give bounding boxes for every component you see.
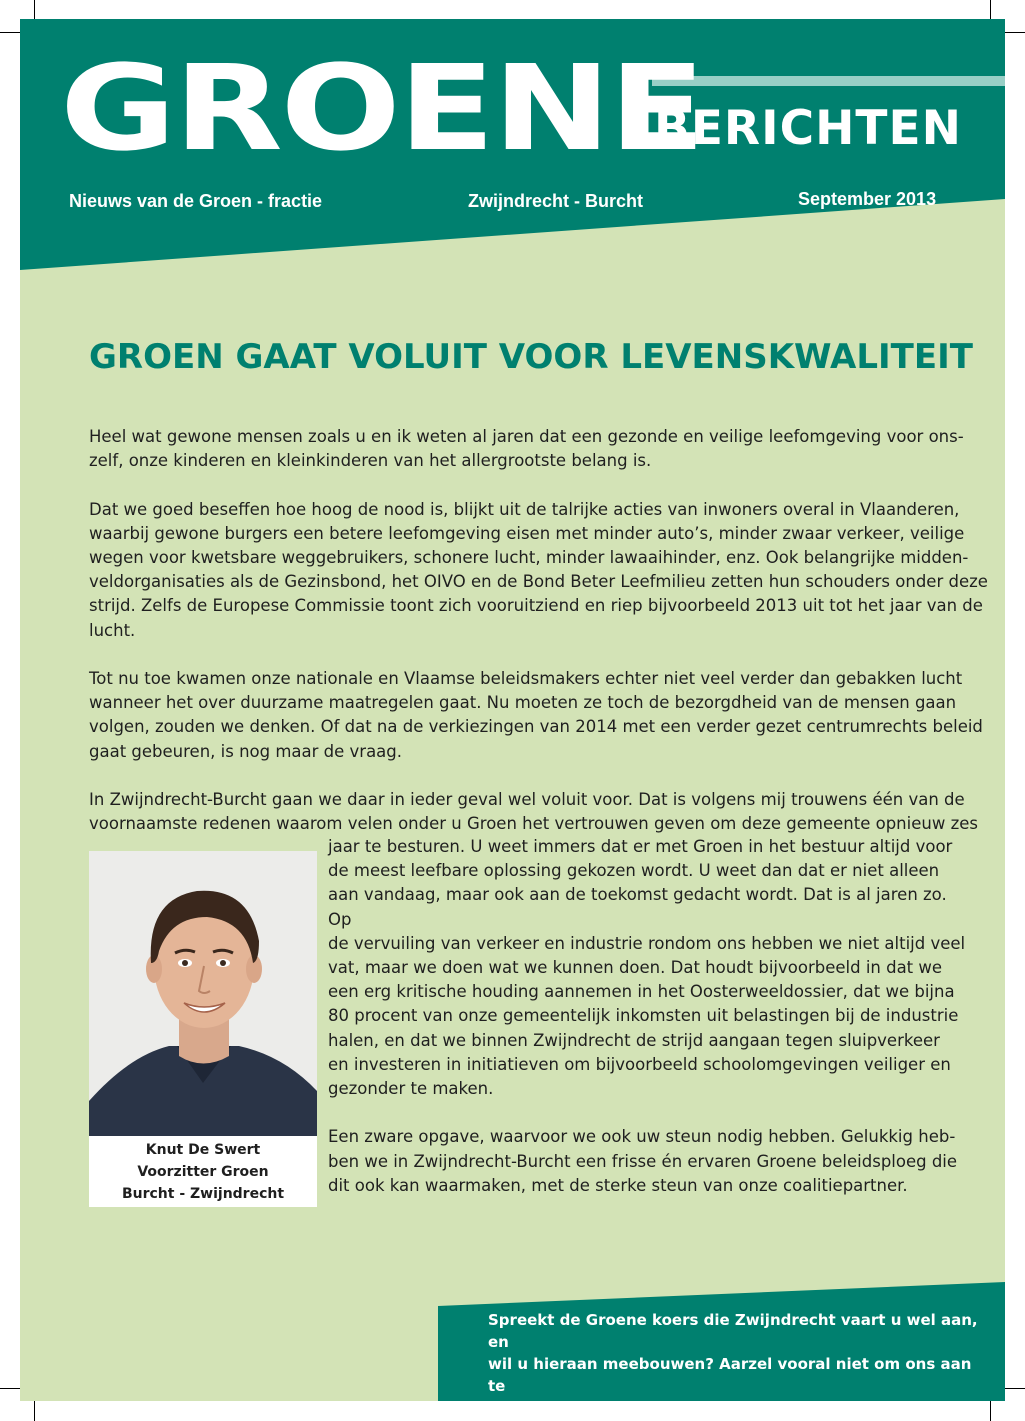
- masthead-accent-bar: [652, 76, 1005, 86]
- crop-mark: [1005, 1388, 1025, 1389]
- portrait-illustration: [89, 851, 317, 1136]
- paragraph: Dat we goed beseffen hoe hoog de nood is, blijkt uit de talrijke acties van inwoners overal in Vlaanderen, waarbij gewone burgers een betere leefomgeving eisen met minder auto’s, minder zwaar verkeer, veilige wegen voor kwetsbare weggebruikers, schonere lucht, minder lawaaihinder, enz. Ook belangrijke midden- veldorganisaties als de Gezinsbond, het OIVO en de Bond Beter Leefmilieu zetten hun schouders onder deze strijd. Zelfs de Europese Commissie toont zich vooruitziend en riep bijvoorbeeld 2013 uit tot het jaar van de lucht.: [89, 499, 988, 640]
- caption-role: Voorzitter Groen: [137, 1164, 269, 1180]
- caption-place: Burcht - Zwijndrecht: [121, 1186, 285, 1202]
- newsletter-page: [20, 19, 1005, 1417]
- paragraph: Een zware opgave, waarvoor we ook uw steun nodig hebben. Gelukkig heb- ben we in Zwijndrecht-Burcht een frisse én ervaren Groene beleidsploeg die dit ook kan waarmaken, met de sterke steun van onze coalitiepartner.: [328, 1127, 958, 1195]
- article-body-wrapped: [328, 835, 968, 1222]
- article-body-top: [89, 425, 989, 836]
- paragraph: jaar te besturen. U weet immers dat er met Groen in het bestuur altijd voor de meest leefbare oplossing gekozen wordt. U weet dan dat er niet alleen aan vandaag, maar ook aan de toekomst gedacht wordt. Dat is al jaren zo. Op de vervuiling van verkeer en industrie rondom ons hebben we niet altijd veel vat, maar we doen wat we kunnen doen. Dat houdt bijvoorbeeld in dat we een erg kritische houding aannemen in het Oosterweeldossier, dat we bijna 80 procent van onze gemeentelijk inkomsten uit belastingen bij de industrie halen, en dat we binnen Zwijndrecht de strijd aangaan tegen sluipverkeer en investeren in initiatieven om bijvoorbeeld schoolomgevingen veiliger en gezonder te maken.: [328, 837, 966, 1099]
- contact-line: wil u hieraan meebouwen? Aarzel vooral niet om ons aan te: [488, 1355, 972, 1395]
- portrait-caption: [89, 1139, 317, 1205]
- contact-text: [488, 1309, 978, 1419]
- crop-mark: [34, 1401, 35, 1421]
- crop-mark: [0, 32, 20, 33]
- masthead-tagline: Nieuws van de Groen - fractie: [69, 191, 323, 211]
- paragraph: In Zwijndrecht-Burcht gaan we daar in ieder geval wel voluit voor. Dat is volgens mij trouwens één van de voornaamste redenen waarom velen onder u Groen het vertrouwen geven om deze gemeente opnieuw zes: [89, 790, 978, 834]
- masthead-title: GROENE: [60, 39, 704, 177]
- masthead-subtitle: BERICHTEN: [654, 101, 962, 156]
- crop-mark: [1005, 32, 1025, 33]
- crop-mark: [0, 1388, 20, 1389]
- paragraph: Tot nu toe kwamen onze nationale en Vlaamse beleidsmakers echter niet veel verder dan gebakken lucht wanneer het over duurzame maatregelen gaat. Nu moeten ze toch de bezorgdheid van de mensen gaan volgen, zouden we denken. Of dat na de verkiezingen van 2014 met een verder gezet centrumrechts beleid gaat gebeuren, is nog maar de vraag.: [89, 669, 983, 761]
- crop-mark: [990, 0, 991, 19]
- portrait-photo: [89, 851, 317, 1136]
- crop-mark: [34, 0, 35, 19]
- caption-name: Knut De Swert: [145, 1142, 261, 1158]
- paragraph: Heel wat gewone mensen zoals u en ik weten al jaren dat een gezonde en veilige leefomgeving voor ons- zelf, onze kinderen en kleinkinderen van het allergrootste belang is.: [89, 427, 964, 471]
- contact-line-email[interactable]: spreken! info@groenzwijndrecht.be: [488, 1399, 806, 1417]
- contact-line: Spreekt de Groene koers die Zwijndrecht vaart u wel aan, en: [488, 1311, 978, 1351]
- article-headline: GROEN GAAT VOLUIT VOOR LEVENSKWALITEIT: [89, 337, 973, 377]
- crop-mark: [990, 1401, 991, 1421]
- masthead-date: September 2013: [798, 189, 937, 209]
- masthead-location: Zwijndrecht - Burcht: [468, 191, 643, 211]
- portrait-card: [89, 851, 317, 1207]
